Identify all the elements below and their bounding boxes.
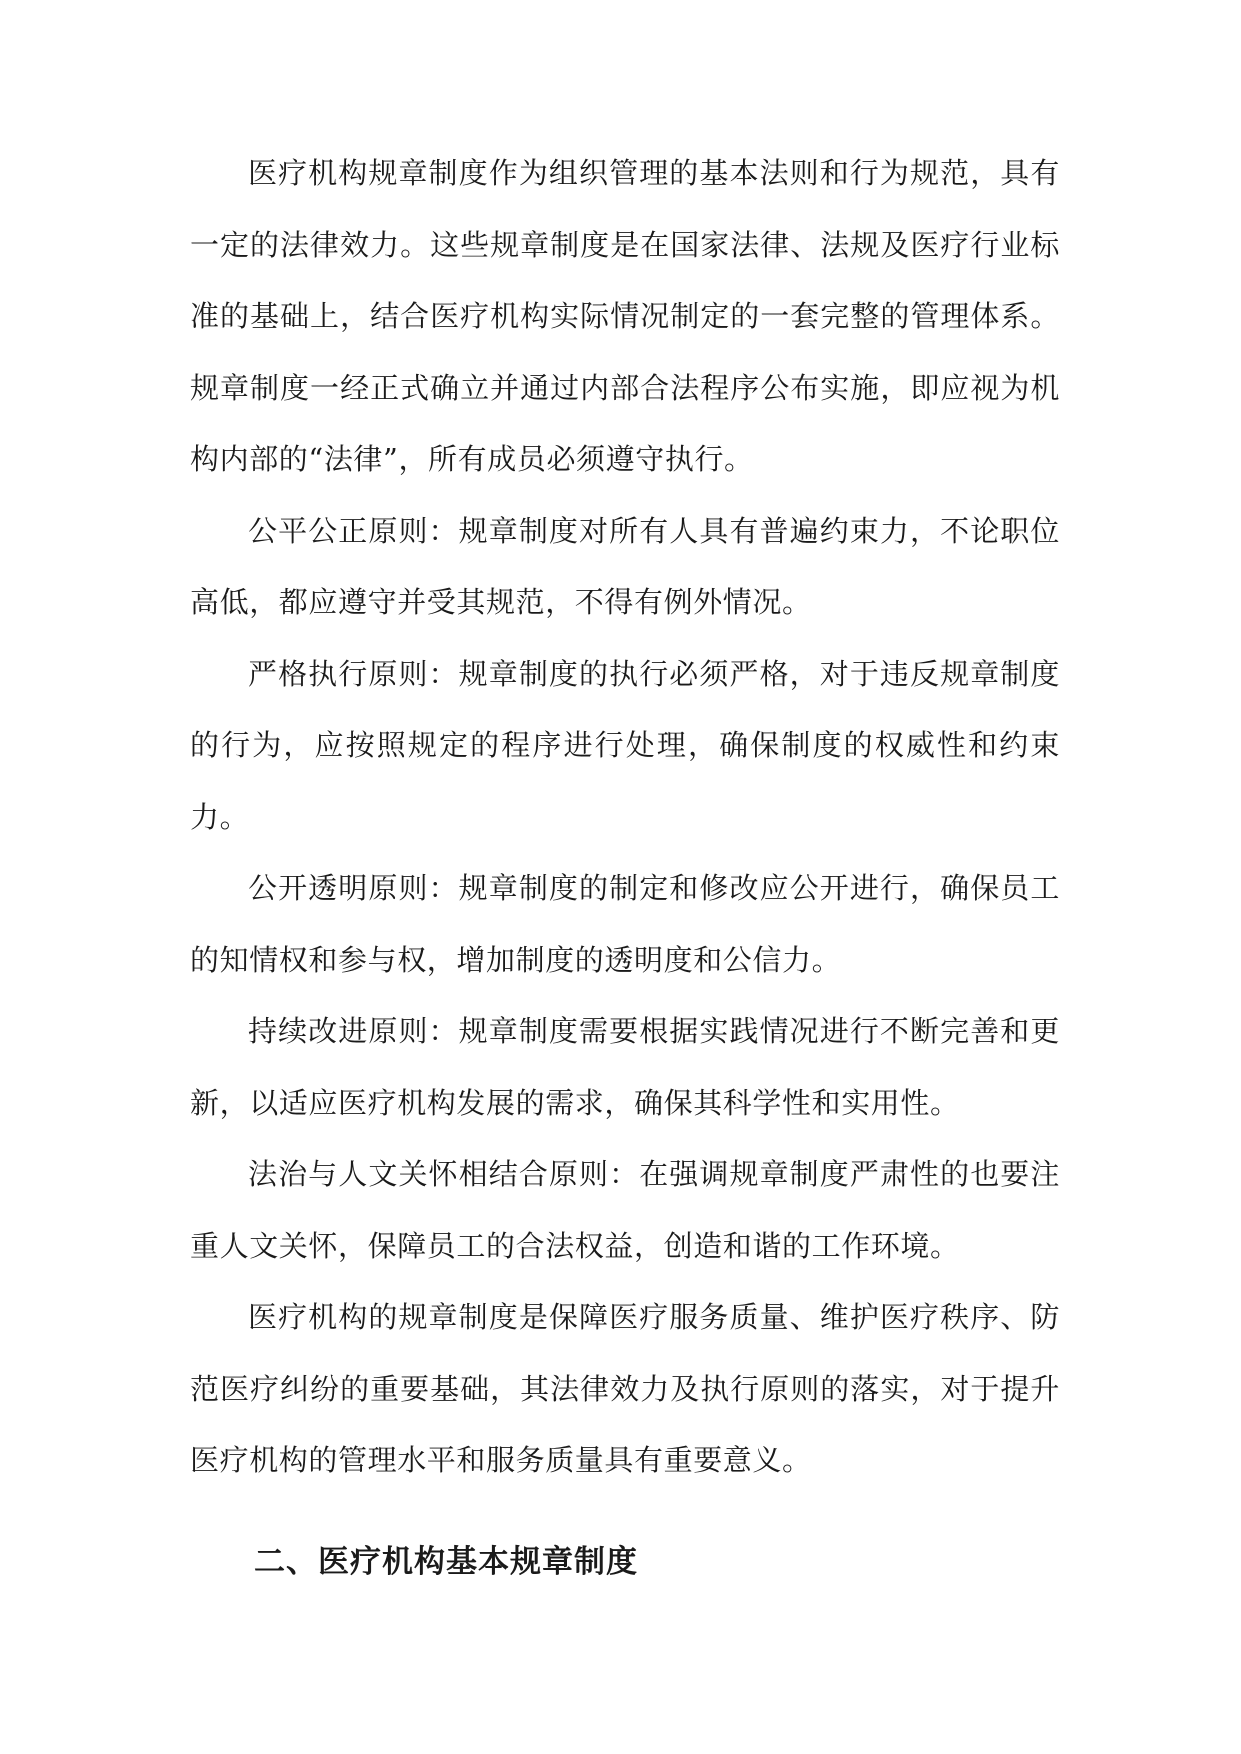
paragraph-continuous-improvement-principle: 持续改进原则：规章制度需要根据实践情况进行不断完善和更新，以适应医疗机构发展的需求，确保其科学性和实用性。 <box>190 1014 1060 1120</box>
paragraph-rule-of-law-humanistic-principle: 法治与人文关怀相结合原则：在强调规章制度严肃性的也要注重人文关怀，保障员工的合法权益，创造和谐的工作环境。 <box>190 1157 1060 1263</box>
paragraph-fairness-principle: 公平公正原则：规章制度对所有人具有普遍约束力，不论职位高低，都应遵守并受其规范，不得有例外情况。 <box>190 513 1060 619</box>
paragraph-conclusion: 医疗机构的规章制度是保障医疗服务质量、维护医疗秩序、防范医疗纠纷的重要基础，其法律效力及执行原则的落实，对于提升医疗机构的管理水平和服务质量具有重要意义。 <box>190 1300 1060 1477</box>
paragraph-strict-execution-principle: 严格执行原则：规章制度的执行必须严格，对于违反规章制度的行为，应按照规定的程序进行处理，确保制度的权威性和约束力。 <box>190 656 1060 834</box>
paragraph-legal-effect: 医疗机构规章制度作为组织管理的基本法则和行为规范，具有一定的法律效力。这些规章制度是在国家法律、法规及医疗行业标准的基础上，结合医疗机构实际情况制定的一套完整的管理体系。规章制度一经正式确立并通过内部合法程序公布实施，即应视为机构内部的“法律”，所有成员必须遵守执行。 <box>190 156 1060 476</box>
document-body <box>190 138 1060 1497</box>
paragraph-transparency-principle: 公开透明原则：规章制度的制定和修改应公开进行，确保员工的知情权和参与权，增加制度的透明度和公信力。 <box>190 871 1060 977</box>
section-heading: 二、医疗机构基本规章制度 <box>254 1544 638 1580</box>
